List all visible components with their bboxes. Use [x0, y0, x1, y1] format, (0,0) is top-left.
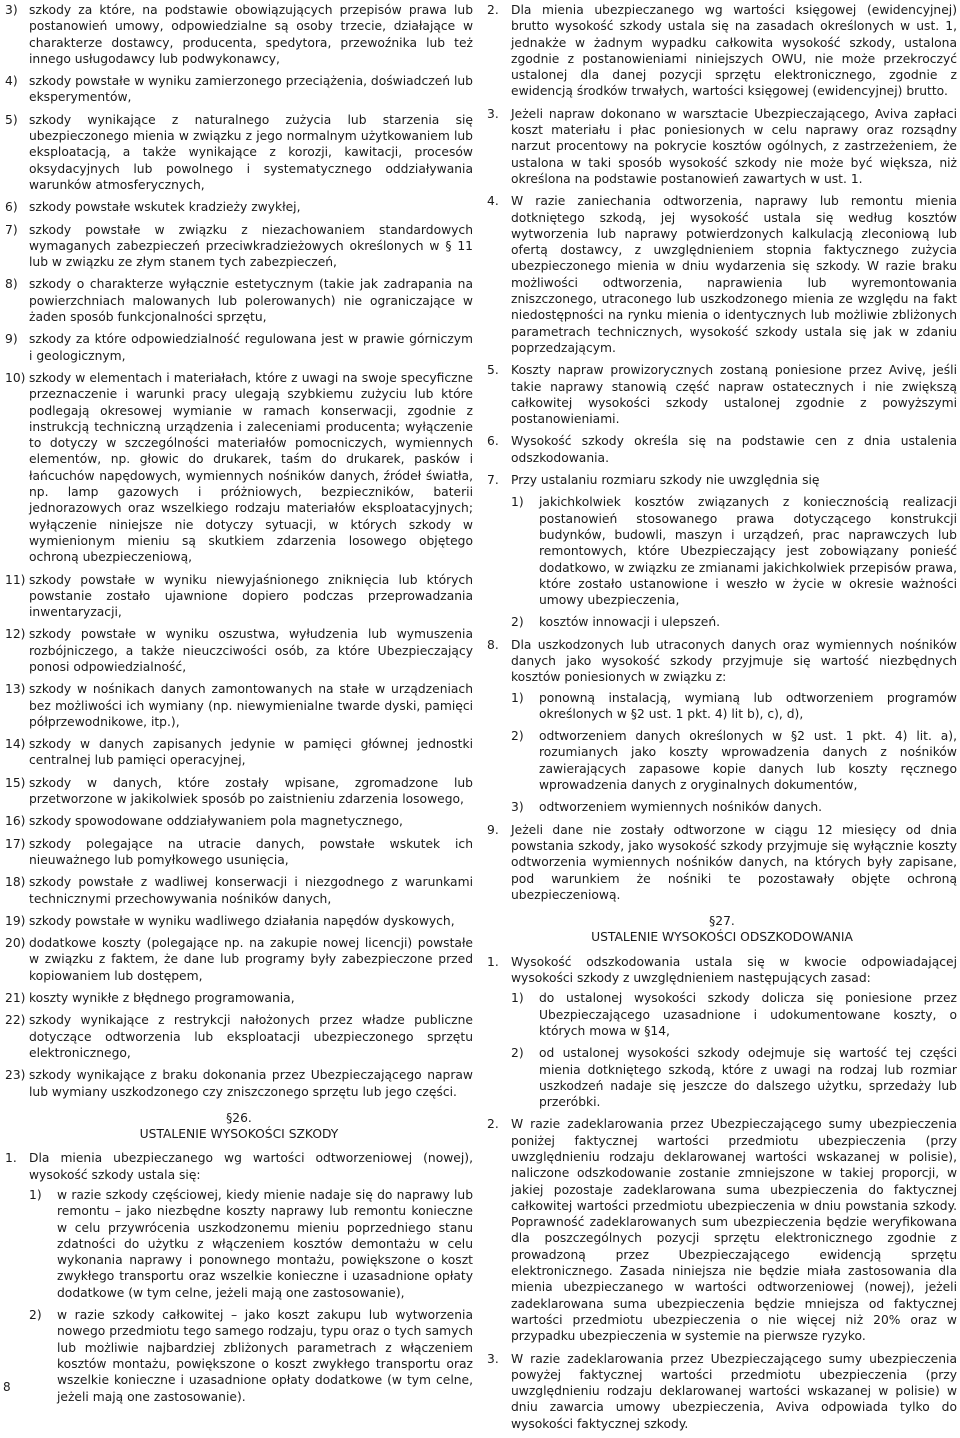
item-number: 3. — [487, 106, 499, 121]
item-text: do ustalonej wysokości szkody dolicza się poniesione przez Ubezpieczającego uzasadnione i udokumentowane koszty, o których mowa w §14, — [539, 991, 957, 1038]
item-text: Jeżeli napraw dokonano w warsztacie Ubezpieczającego, Aviva zapłaci koszt materiału i płac poniesionych w celu naprawy oraz rozsądny narzut procentowy na pokrycie kosztów ogólnych, z zastrzeżeniem, że ustalona w taki sposób wysokość szkody nie może być większa, niż określona na podstawie postanowień zawartych w ust. 1. — [511, 106, 957, 186]
item-number: 1) — [511, 495, 524, 510]
list-item — [5, 935, 473, 984]
list-item — [5, 276, 473, 325]
list-item — [5, 813, 473, 829]
sub-list — [487, 494, 957, 630]
item-number: 1) — [29, 1188, 42, 1202]
item-number: 5) — [5, 112, 18, 127]
item-number: 13) — [5, 682, 26, 697]
item-number: 23) — [5, 1068, 26, 1083]
list-item — [5, 626, 473, 675]
paragraph-text: Dla uszkodzonych lub utraconych danych oraz wymiennych nośników danych jako wysokość szkody przyjmuje się wartość niezbędnych kosztów poniesionych w związku z: — [511, 637, 957, 685]
item-text: dodatkowe koszty (polegające np. na zakupie nowej licencji) powstałe w związku z faktem, że dane lub programy były zabezpieczone przed kopiowaniem lub dostępem, — [29, 936, 473, 983]
sub-list-item — [511, 614, 957, 630]
list-item — [5, 572, 473, 621]
list-item — [487, 1351, 957, 1432]
item-text: szkody za które odpowiedzialność regulowana jest w prawie górniczym i geologicznym, — [29, 332, 473, 363]
item-number: 12) — [5, 627, 26, 642]
sub-list-item — [511, 494, 957, 608]
list-item — [5, 836, 473, 869]
item-text: Koszty napraw prowizorycznych zostaną poniesione przez Avivę, jeśli takie naprawy stanowią część napraw ostatecznych i nie zwiększą całkowitej wysokości szkody ustalonej zgodnie z powyższymi postanowieniami. — [511, 363, 957, 427]
right-column — [487, 2, 957, 1438]
section-27-number: §27. — [709, 914, 735, 929]
item-text: szkody wynikające z naturalnego zużycia lub starzenia się ubezpieczonego mienia w związku z jego normalnym użytkowaniem lub eksploatacją, a także wynikające z korozji, kawitacji, procesów oksydacyjnych lub powolnego i systematycznego oddziaływania warunków atmosferycznych, — [29, 112, 473, 192]
item-text: szkody wynikające z braku dokonania przez Ubezpieczającego napraw lub wymiany uszkodzonego czy zniszczonego sprzętu lub jego części. — [29, 1068, 473, 1099]
item-text: szkody powstałe w wyniku oszustwa, wyłudzenia lub wymuszenia rozbójniczego, a także nieuczciwości osób, za które Ubezpieczający ponosi odpowiedzialność, — [29, 627, 473, 674]
paragraph-text: Jeżeli dane nie zostały odtworzone w ciągu 12 miesięcy od dnia powstania szkody, jako wysokość szkody przyjmuje się wyłącznie koszty odtworzenia wymiennych nośników danych, na których były zapisane, pod warunkiem że nośniki te pozostawały objęte ochroną ubezpieczeniową. — [511, 822, 957, 902]
item-text: jakichkolwiek kosztów związanych z koniecznością realizacji postanowień stosowanego prawa dotyczącego konstrukcji budynków, budowli, maszyn i urządzeń, prac naprawczych lub remontowych, które Ubezpieczający jest zobowiązany ponieść dodatkowo, w związku ze zmianami jakichkolwiek przepisów prawa, które zostało ustanowione i weszło w życie w okresie ważności umowy ubezpieczenia, — [539, 495, 957, 608]
item-number: 5. — [487, 363, 499, 378]
list-item — [5, 913, 473, 929]
list-item — [5, 775, 473, 808]
paragraph-text: Wysokość odszkodowania ustala się w kwocie odpowiadającej wysokości szkody z uwzględnieniem następujących zasad: — [511, 954, 957, 986]
list-item — [5, 1067, 473, 1100]
paragraph-26-7-subs — [487, 494, 957, 630]
list-item — [487, 1116, 957, 1344]
item-text: kosztów innowacji i ulepszeń. — [539, 615, 721, 630]
item-number: 22) — [5, 1013, 26, 1028]
item-text: Dla mienia ubezpieczanego wg wartości księgowej (ewidencyjnej) brutto wysokość szkody ustala się na zasadach określonych w ust. 1, jednakże w żadnym wypadku całkowita wysokość szkody, ustalona zgodnie z postanowieniami niniejszych OWU, nie może przekroczyć ustalonej dla danej pozycji sprzętu elektronicznego, zgodnie z ewidencją środków trwałych, wartości księgowej (ewidencyjnej) brutto. — [511, 3, 957, 99]
item-text: szkody powstałe w wyniku zamierzonego przeciążenia, doświadczeń lub eksperymentów, — [29, 74, 473, 105]
list-item — [5, 331, 473, 364]
item-text: szkody w danych zapisanych jedynie w pamięci głównej jednostki centralnej lub pamięci operacyjnej, — [29, 737, 473, 768]
sub-list — [487, 690, 957, 816]
item-number: 17) — [5, 836, 26, 851]
exclusions-list — [5, 2, 473, 1100]
item-number: 10) — [5, 370, 26, 385]
section-26-heading — [5, 1110, 473, 1143]
item-number: 8) — [5, 277, 18, 292]
item-text: szkody polegające na utracie danych, powstałe wskutek ich nieuważnego lub pomyłkowego usunięcia, — [29, 836, 473, 867]
item-number: 20) — [5, 936, 26, 951]
paragraph-number: 1. — [5, 1151, 17, 1166]
section-26-title: USTALENIE WYSOKOŚCI SZKODY — [139, 1127, 339, 1142]
left-column — [5, 2, 473, 1411]
item-number: 9) — [5, 332, 18, 347]
list-item — [5, 736, 473, 769]
list-item — [487, 106, 957, 187]
item-text: W razie zadeklarowania przez Ubezpieczającego sumy ubezpieczenia powyżej faktycznej wartości przedmiotu ubezpieczenia (przy uwzględnieniu rodzaju deklarowanej wartości wskazanej w polisie) w dniu zawarcia umowy ubezpieczenia, Aviva odpowiada tylko do wysokości faktycznej szkody. — [511, 1351, 957, 1431]
list-item — [487, 193, 957, 356]
item-text: szkody w danych, które zostały wpisane, zgromadzone lub przetworzone w jakikolwiek sposób po zaistnieniu zdarzenia losowego, — [29, 775, 473, 807]
sub-list-item — [511, 799, 957, 815]
item-number: 6. — [487, 434, 499, 449]
item-text: szkody spowodowane oddziaływaniem pola magnetycznego, — [29, 814, 403, 829]
item-number: 16) — [5, 814, 26, 829]
list-item — [487, 433, 957, 466]
item-number: 4) — [5, 74, 18, 89]
sub-list-item — [29, 1187, 473, 1301]
item-text: szkody powstałe w wyniku niewyjaśnionego zniknięcia lub których powstanie zostało ujawnione dopiero podczas przeprowadzania inwentaryzacji, — [29, 572, 473, 620]
item-text: koszty wynikłe z błędnego programowania, — [29, 991, 295, 1006]
paragraph-26-1 — [5, 1150, 473, 1404]
item-number: 2) — [511, 1046, 524, 1061]
item-number: 2) — [29, 1308, 42, 1323]
item-number: 1) — [511, 690, 524, 705]
item-number: 11) — [5, 572, 26, 587]
list-item — [5, 73, 473, 106]
item-text: szkody powstałe z wadliwej konserwacji i niezgodnego z warunkami technicznymi przechowywania nośników danych, — [29, 875, 473, 906]
list-item — [5, 222, 473, 271]
paragraph-list — [487, 2, 957, 488]
list-item — [5, 199, 473, 215]
list-item — [5, 370, 473, 566]
item-text: w razie szkody całkowitej – jako koszt zakupu lub wytworzenia nowego przedmiotu tego samego rodzaju, typu oraz o tych samych lub możliwie najbardziej zbliżonych parametrach z włączeniem kosztów montażu, powiększone o koszt zwykłego transportu oraz wszelkie konieczne i uzasadnione opłaty dodatkowe (w tym celne, jeżeli mają one zastosowanie). — [57, 1308, 473, 1404]
item-number: 7) — [5, 222, 18, 237]
item-text: szkody powstałe w związku z niezachowaniem standardowych wymaganych zabezpieczeń przeciwkradzieżowych określonych w § 11 lub w związku ze złym stanem tych zabezpieczeń, — [29, 222, 473, 270]
item-text: od ustalonej wysokości szkody odejmuje się wartość tej części mienia dotkniętego szkodą, które z uwagi na rodzaj lub rozmiar uszkodzeń nadaje się jeszcze do dalszego użytku, sprzedaży lub przeróbki. — [539, 1046, 957, 1110]
sub-list-item — [29, 1307, 473, 1405]
list-item — [5, 2, 473, 67]
list-item — [5, 874, 473, 907]
list-item — [5, 1012, 473, 1061]
section-27-heading — [487, 913, 957, 946]
item-number: 21) — [5, 991, 26, 1006]
item-text: odtworzeniem danych określonych w §2 ust. 1 pkt. 4) lit. a), rozumianych jako koszty wprowadzenia danych z nośników zawierających zapasowe kopie danych lub koszty ręcznego wprowadzenia danych z oryginalnych dokumentów, — [539, 729, 957, 793]
item-number: 2) — [511, 729, 524, 744]
item-text: szkody w nośnikach danych zamontowanych na stałe w urządzeniach bez możliwości ich wymiany (np. niewymienialne twarde dyski, pamięci półprzewodnikowe, itp.), — [29, 682, 473, 729]
item-text: odtworzeniem wymiennych nośników danych. — [539, 800, 823, 815]
paragraph-27-1 — [487, 954, 957, 1111]
list-item — [487, 472, 957, 488]
list-item — [487, 362, 957, 427]
item-number: 14) — [5, 737, 26, 752]
item-number: 3) — [511, 800, 524, 815]
item-text: W razie zaniechania odtworzenia, naprawy lub remontu mienia dotkniętego szkodą, jej wysokość ustala się według kosztów wytworzenia lub naprawy potwierdzonych kalkulacją zleconiową lub ofertą dostawcy, z uwzględnieniem stopnia faktycznego zużycia ubezpieczonego mienia w dniu wydarzenia się szkody. W razie braku możliwości odtworzenia, naprawienia lub wyremontowania zniszczonego, utraconego lub uszkodzonego mienia ze względu na fakt niedostępności na rynku mienia o identycznych lub możliwie zbliżonych parametrach technicznych, wysokość szkody ustala się jak w zdaniu poprzedzającym. — [511, 194, 957, 355]
item-text: szkody o charakterze wyłącznie estetycznym (takie jak zadrapania na powierzchniach malowanych lub polerowanych) nie ograniczające w żaden sposób funkcjonalności sprzętu, — [29, 277, 473, 325]
paragraph-list — [487, 1116, 957, 1432]
list-item — [5, 990, 473, 1006]
sub-list-item — [511, 728, 957, 793]
sub-list-item — [511, 990, 957, 1039]
list-item — [5, 112, 473, 193]
item-number: 7. — [487, 473, 499, 488]
paragraph-number: 1. — [487, 954, 499, 969]
item-text: W razie zadeklarowania przez Ubezpieczającego sumy ubezpieczenia poniżej faktycznej wartości przedmiotu ubezpieczenia (przy uwzględnieniu rodzaju deklarowanej wartości wskazanej w polisie), naliczone odszkodowanie zostanie zmniejszone w takiej proporcji, w jakiej pozostaje zadeklarowana suma ubezpieczenia do faktycznej całkowitej wartości przedmiotu ubezpieczenia w dniu powstania szkody. Poprawność zadeklarowanych sum ubezpieczenia będzie weryfikowana dla poszczególnych pozycji sprzętu elektronicznego zgodnie z prowadzoną przez Ubezpieczającego ewidencją sprzętu elektronicznego. Zasada niniejsza nie będzie miała zastosowania dla mienia ubezpieczanego w wartości odtworzeniowej (nowej), jeżeli zadeklarowana suma ubezpieczenia będzie mniejsza od faktycznej wartości przedmiotu ubezpieczenia o nie więcej niż 20% oraz w przypadku ubezpieczenia w systemie na pierwsze ryzyko. — [511, 1117, 957, 1344]
item-number: 15) — [5, 775, 26, 790]
item-number: 4. — [487, 194, 499, 209]
item-number: 2) — [511, 615, 524, 630]
paragraph-26-8 — [487, 637, 957, 816]
item-text: Przy ustalaniu rozmiaru szkody nie uwzględnia się — [511, 473, 820, 488]
item-text: szkody w elementach i materiałach, które z uwagi na swoje specyficzne przeznaczenie i warunki pracy ulegają szybkiemu zużyciu lub które podlegają okresowej wymianie w ramach konserwacji, zgodnie z instrukcją techniczną urządzenia i zaleceniami producenta; wyłączenie to dotyczy w szczególności materiałów pomocniczych, wymiennych elementów, np. głowic do drukarek, taśm do drukarek, pasków i łańcuchów napędowych, wymiennych nośników danych, źródeł światła, np. lamp gazowych i próżniowych, bezpieczników, baterii jednorazowych oraz wszelkiego rodzaju materiałów eksploatacyjnych; wyłączenie niniejsze nie dotyczy sytuacji, w których szkody w wymienionym mieniu są skutkiem zdarzenia losowego objętego ochroną ubezpieczeniową, — [29, 370, 473, 565]
item-text: ponowną instalacją, wymianą lub odtworzeniem programów określonych w §2 ust. 1 pkt. 4) lit b), c), d), — [539, 690, 957, 721]
item-text: szkody za które, na podstawie obowiązujących przepisów prawa lub postanowień umowy, odpowiedzialne są osoby trzecie, działające w charakterze dostawcy, producenta, spedytora, przewoźnika lub też innego usługodawcy lub podwykonawcy, — [29, 3, 473, 66]
sub-list — [487, 990, 957, 1110]
item-number: 3. — [487, 1351, 499, 1366]
sub-list-item — [511, 1045, 957, 1110]
item-number: 2. — [487, 1117, 499, 1132]
list-item — [487, 2, 957, 100]
sub-list-item — [511, 690, 957, 723]
sub-list — [5, 1187, 473, 1405]
item-text: szkody powstałe w wyniku wadliwego działania napędów dyskowych, — [29, 913, 455, 928]
section-27-title: USTALENIE WYSOKOŚCI ODSZKODOWANIA — [591, 930, 853, 945]
page-number: 8 — [3, 1380, 11, 1394]
item-number: 19) — [5, 913, 26, 928]
item-number: 6) — [5, 200, 18, 215]
item-number: 18) — [5, 875, 26, 890]
section-26-number: §26. — [226, 1110, 252, 1125]
list-item — [5, 681, 473, 730]
paragraph-text: Dla mienia ubezpieczanego wg wartości odtworzeniowej (nowej), wysokość szkody ustala się: — [29, 1151, 473, 1182]
paragraph-number: 9. — [487, 822, 499, 837]
paragraph-number: 8. — [487, 637, 499, 652]
item-text: szkody powstałe wskutek kradzieży zwykłej, — [29, 200, 301, 215]
item-number: 2. — [487, 3, 499, 17]
item-text: szkody wynikające z restrykcji nałożonych przez władze publiczne dotyczące odtworzenia lub eksploatacji ubezpieczonego sprzętu elektronicznego, — [29, 1013, 473, 1060]
item-text: w razie szkody częściowej, kiedy mienie nadaje się do naprawy lub remontu – jako niezbędne koszty naprawy lub remontu konieczne w celu przywrócenia uszkodzonemu mieniu poprzedniego stanu zdatności do użytku z włączeniem kosztów demontażu w celu wykonania naprawy i ponownego montażu, powiększone o koszt zwykłego transportu oraz wszelkie konieczne i uzasadnione opłaty dodatkowe (w tym celne, jeżeli mają one zastosowanie), — [57, 1188, 473, 1300]
item-number: 1) — [511, 991, 524, 1006]
paragraph-26-9 — [487, 822, 957, 903]
item-number: 3) — [5, 3, 18, 17]
item-text: Wysokość szkody określa się na podstawie cen z dnia ustalenia odszkodowania. — [511, 434, 957, 465]
